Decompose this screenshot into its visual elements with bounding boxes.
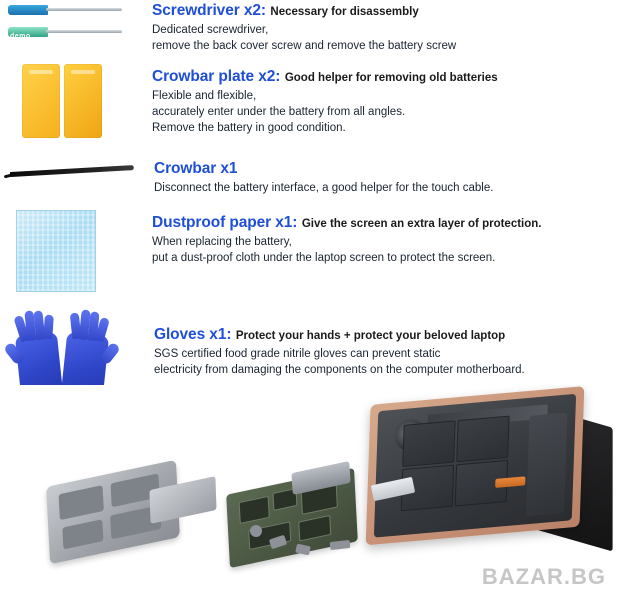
small-component bbox=[250, 525, 262, 537]
dustproof-paper-subtitle: Give the screen an extra layer of protection. bbox=[301, 218, 542, 230]
dustproof-paper-title: Dustproof paper x1: bbox=[152, 214, 298, 231]
crowbar-plate-texts bbox=[124, 62, 616, 142]
screwdriver-line-2: remove the back cover screw and remove the battery screw bbox=[152, 40, 457, 52]
dustproof-sheet-icon bbox=[16, 210, 96, 292]
dustproof-paper-line-2: put a dust-proof cloth under the laptop screen to protect the screen. bbox=[152, 252, 496, 264]
dustproof-paper-texts bbox=[124, 208, 616, 294]
item-screwdriver bbox=[4, 0, 616, 52]
item-crowbar bbox=[4, 158, 616, 194]
crowbar-plate-line-3: Remove the battery in good condition. bbox=[152, 122, 346, 134]
watermark-text: BAZAR.BG bbox=[481, 564, 606, 589]
laptop-open-unit bbox=[366, 385, 601, 545]
disassembled-laptop-photo bbox=[0, 385, 620, 600]
screwdriver-line-1: Dedicated screwdriver, bbox=[152, 24, 269, 36]
battery-cell bbox=[402, 420, 455, 467]
dustproof-paper-photo bbox=[4, 208, 124, 294]
crowbar-plate-line-1: Flexible and flexible, bbox=[152, 90, 257, 102]
laptop-internals bbox=[374, 394, 576, 538]
screwdriver-texts bbox=[124, 0, 616, 52]
small-component bbox=[330, 540, 351, 550]
crowbar-line-1: Disconnect the battery interface, a good helper for the touch cable. bbox=[154, 182, 494, 194]
gloves-line-2: electricity from damaging the components on the computer motherboard. bbox=[154, 364, 525, 376]
screwdriver-title: Screwdriver x2: bbox=[152, 2, 266, 19]
gloves-line-1: SGS certified food grade nitrile gloves can prevent static bbox=[154, 348, 441, 360]
screwdriver-subtitle: Necessary for disassembly bbox=[270, 6, 419, 18]
battery-cell bbox=[456, 416, 509, 463]
gloves-title: Gloves x1: bbox=[154, 326, 232, 343]
item-dustproof-paper bbox=[4, 208, 616, 294]
screwdriver-brand-text: demo bbox=[10, 33, 31, 40]
gloves-headline bbox=[154, 326, 616, 344]
dustproof-paper-headline bbox=[152, 214, 616, 232]
crowbar-plate-subtitle: Good helper for removing old batteries bbox=[284, 72, 498, 84]
laptop-base-body bbox=[366, 386, 585, 545]
screwdrivers-photo bbox=[4, 0, 124, 52]
crowbar-plate-headline bbox=[152, 68, 616, 86]
screwdriver-headline bbox=[152, 2, 616, 20]
crowbar-plates-photo bbox=[4, 62, 124, 142]
crowbar-headline bbox=[154, 160, 616, 178]
crowbar-plate-line-2: accurately enter under the battery from all angles. bbox=[152, 106, 406, 118]
battery-connector bbox=[495, 476, 525, 488]
dustproof-paper-line-1: When replacing the battery, bbox=[152, 236, 292, 248]
crowbar-title: Crowbar x1 bbox=[154, 160, 238, 177]
crowbar-stick-icon bbox=[10, 165, 134, 177]
crowbar-plate-left-icon bbox=[22, 64, 60, 138]
trackpad-module bbox=[526, 413, 567, 517]
crowbar-plate-title: Crowbar plate x2: bbox=[152, 68, 281, 85]
gloves-subtitle: Protect your hands + protect your beloved laptop bbox=[235, 330, 506, 342]
crowbar-plate-right-icon bbox=[64, 64, 102, 138]
screwdriver-blue-icon bbox=[8, 8, 124, 12]
item-crowbar-plate bbox=[4, 62, 616, 142]
crowbar-texts bbox=[134, 158, 616, 194]
crowbar-photo bbox=[4, 158, 134, 188]
